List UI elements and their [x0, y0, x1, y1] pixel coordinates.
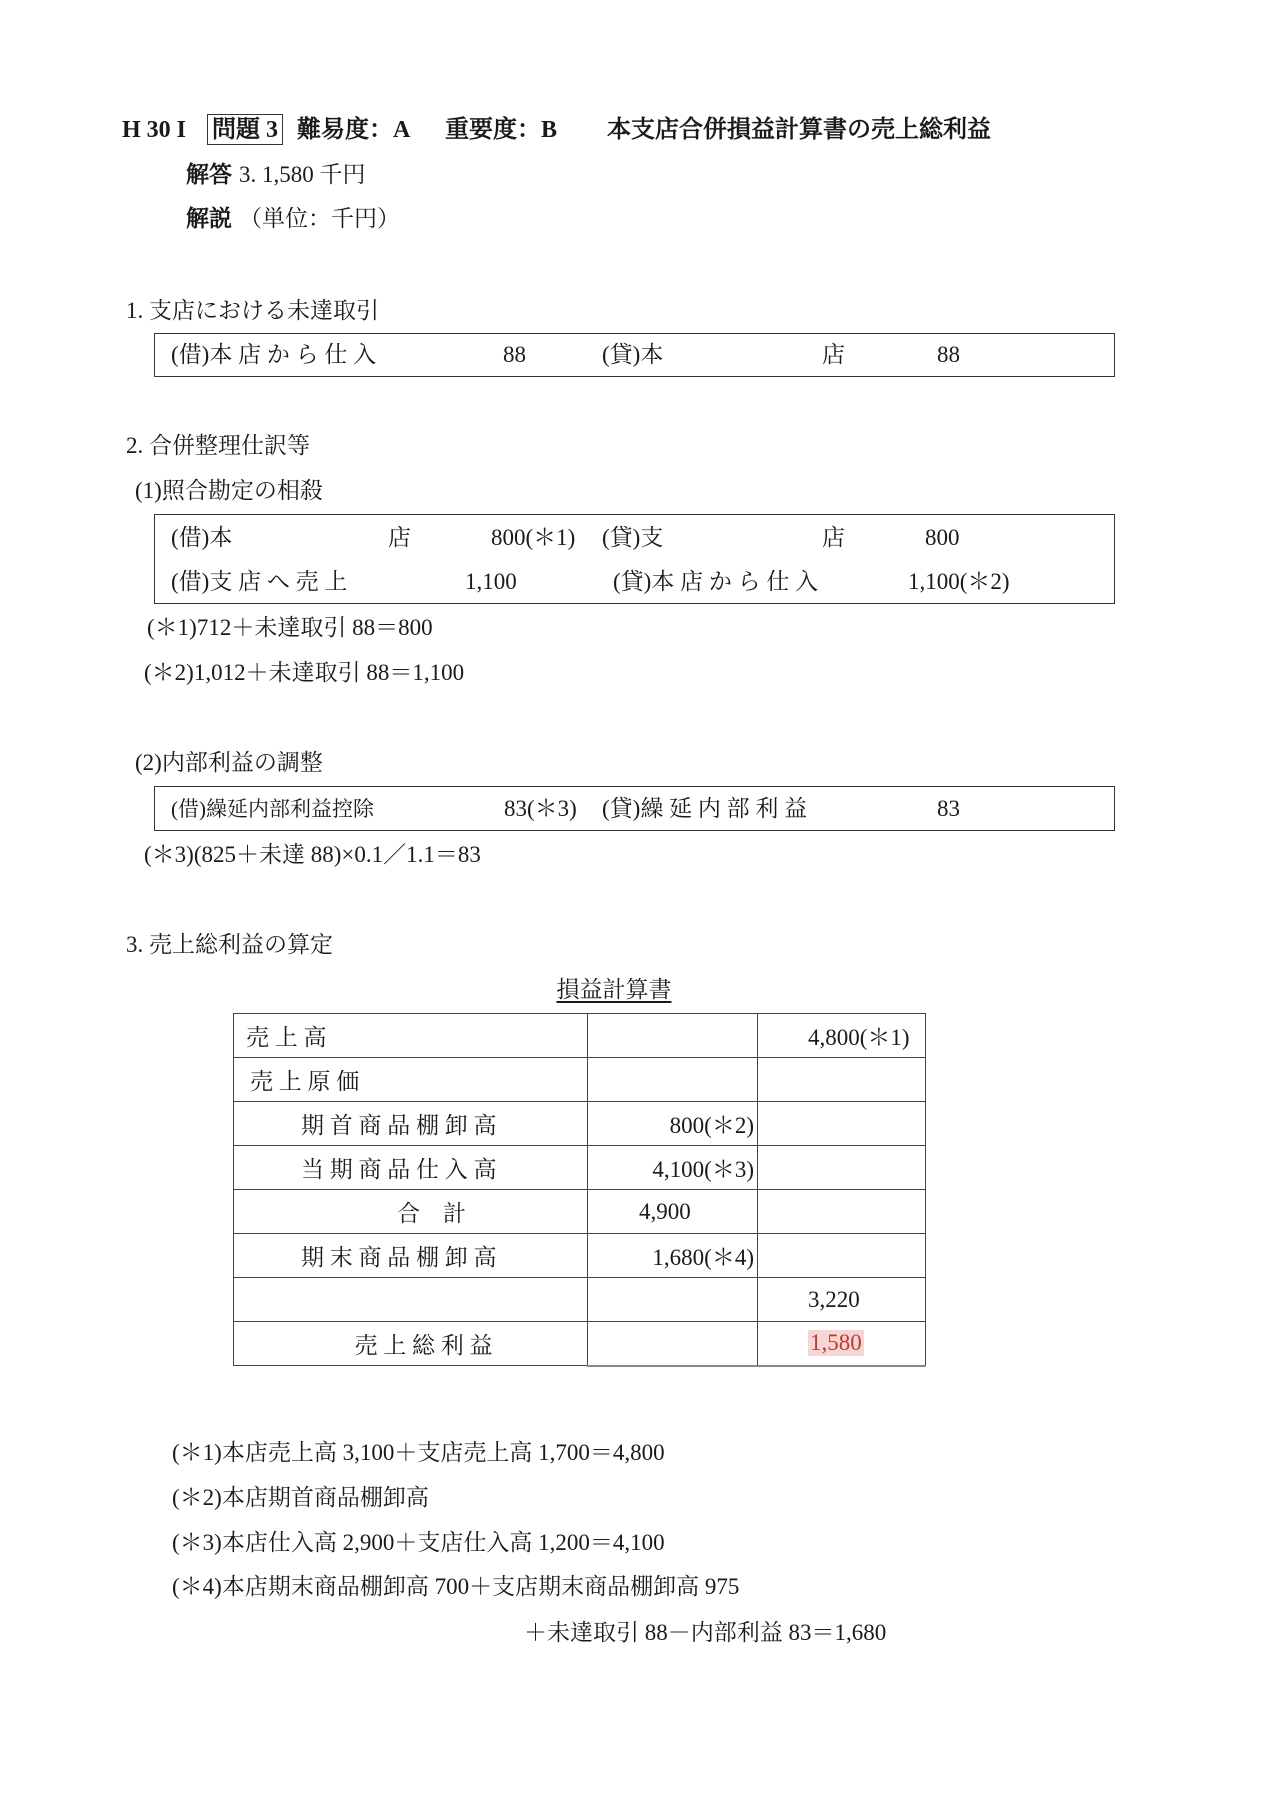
- table-row: [234, 1322, 926, 1366]
- row-right-sales: 4,800(＊1): [758, 1014, 926, 1058]
- answer-label: 解答: [186, 162, 232, 187]
- table-row: [234, 1278, 926, 1322]
- s3-note-1: (＊1)本店売上高 3,100＋支店売上高 1,700＝4,800: [172, 1440, 665, 1465]
- table-row: [234, 1146, 926, 1190]
- row-right-total: [758, 1190, 926, 1234]
- section2-heading: 2. 合併整理仕訳等: [126, 433, 310, 458]
- s1-credit-account-a: (貸)本: [602, 342, 664, 367]
- row-mid-cogs-subtotal: [588, 1278, 758, 1322]
- row-mid-purchases: 4,100(＊3): [588, 1146, 758, 1190]
- answer-value: 3. 1,580 千円: [239, 162, 366, 187]
- section1-heading: 1. 支店における未達取引: [126, 298, 379, 323]
- row-label-cogs-subtotal: [234, 1278, 588, 1322]
- difficulty-rating: 難易度：A: [297, 117, 411, 143]
- sub2-note: (＊3)(825＋未達 88)×0.1／1.1＝83: [144, 842, 481, 867]
- sub1-row1-debit-a: (借)本: [171, 525, 233, 550]
- table-row: [234, 1234, 926, 1278]
- row-label-ending-inventory: 期 末 商 品 棚 卸 高: [234, 1234, 588, 1278]
- row-right-cogs: [758, 1058, 926, 1102]
- table-row: [234, 1058, 926, 1102]
- income-statement-table: [233, 1013, 926, 1367]
- row-mid-beginning-inventory: 800(＊2): [588, 1102, 758, 1146]
- importance-rating: 重要度：B: [445, 117, 558, 143]
- sub1-row1-debit-b: 店: [388, 525, 411, 550]
- row-right-purchases: [758, 1146, 926, 1190]
- problem-number: 問題 3: [212, 117, 278, 143]
- s1-debit-amount: 88: [503, 342, 526, 367]
- sub1-row1-debit-amount: 800(＊1): [491, 525, 576, 550]
- sub2-debit-amount: 83(＊3): [504, 796, 577, 821]
- s3-note-4-continuation: ＋未達取引 88－内部利益 83＝1,680: [524, 1620, 887, 1645]
- statement-title: 損益計算書: [556, 977, 672, 1002]
- row-label-gross-profit: 売 上 総 利 益: [234, 1322, 588, 1366]
- sub1-note-1: (＊1)712＋未達取引 88＝800: [147, 615, 433, 640]
- sub1-row1-credit-b: 店: [822, 525, 845, 550]
- row-mid-ending-inventory: 1,680(＊4): [588, 1234, 758, 1278]
- row-right-ending-inventory: [758, 1234, 926, 1278]
- table-row: [234, 1102, 926, 1146]
- row-right-cogs-subtotal: 3,220: [758, 1278, 926, 1322]
- section3-heading: 3. 売上総利益の算定: [126, 932, 333, 957]
- sub1-note-2: (＊2)1,012＋未達取引 88＝1,100: [144, 660, 465, 685]
- sub1-row2-credit: (貸)本 店 か ら 仕 入: [613, 569, 819, 594]
- problem-title: 本支店合併損益計算書の売上総利益: [607, 117, 991, 143]
- sub1-heading: (1)照合勘定の相殺: [135, 478, 323, 503]
- sub2-credit-account: (貸)繰 延 内 部 利 益: [602, 796, 808, 821]
- row-label-beginning-inventory: 期 首 商 品 棚 卸 高: [234, 1102, 588, 1146]
- s1-credit-amount: 88: [937, 342, 960, 367]
- row-mid-sales: [588, 1014, 758, 1058]
- s1-debit-account: (借)本 店 か ら 仕 入: [171, 342, 377, 367]
- sub1-row2-debit-amount: 1,100: [465, 569, 517, 594]
- row-label-cogs: 売 上 原 価: [234, 1058, 588, 1102]
- sub2-heading: (2)内部利益の調整: [135, 750, 323, 775]
- s3-note-3: (＊3)本店仕入高 2,900＋支店仕入高 1,200＝4,100: [172, 1530, 665, 1555]
- table-row: [234, 1190, 926, 1234]
- sub1-row1-credit-amount: 800: [925, 525, 960, 550]
- row-label-purchases: 当 期 商 品 仕 入 高: [234, 1146, 588, 1190]
- sub1-row1-credit-a: (貸)支: [602, 525, 664, 550]
- sub1-row2-credit-amount: 1,100(＊2): [908, 569, 1010, 594]
- unit-note: （単位：千円）: [239, 206, 400, 231]
- sub2-credit-amount: 83: [937, 796, 960, 821]
- row-mid-total: 4,900: [588, 1190, 758, 1234]
- sub2-debit-account: (借)繰延内部利益控除: [171, 797, 374, 821]
- sub1-row2-debit: (借)支 店 へ 売 上: [171, 569, 348, 594]
- row-mid-cogs: [588, 1058, 758, 1102]
- table-row: [234, 1014, 926, 1058]
- gross-profit-value: 1,580: [810, 1330, 862, 1356]
- s1-credit-account-b: 店: [822, 342, 845, 367]
- row-right-beginning-inventory: [758, 1102, 926, 1146]
- s3-note-4: (＊4)本店期末商品棚卸高 700＋支店期末商品棚卸高 975: [172, 1574, 740, 1599]
- s3-note-2: (＊2)本店期首商品棚卸高: [172, 1485, 429, 1510]
- row-right-gross-profit: [758, 1322, 926, 1366]
- explanation-label: 解説: [186, 206, 232, 231]
- header-code: H 30 I: [122, 117, 187, 143]
- row-label-total: 合 計: [234, 1190, 588, 1234]
- row-mid-gross-profit: [588, 1322, 758, 1366]
- row-label-sales: 売 上 高: [234, 1014, 588, 1058]
